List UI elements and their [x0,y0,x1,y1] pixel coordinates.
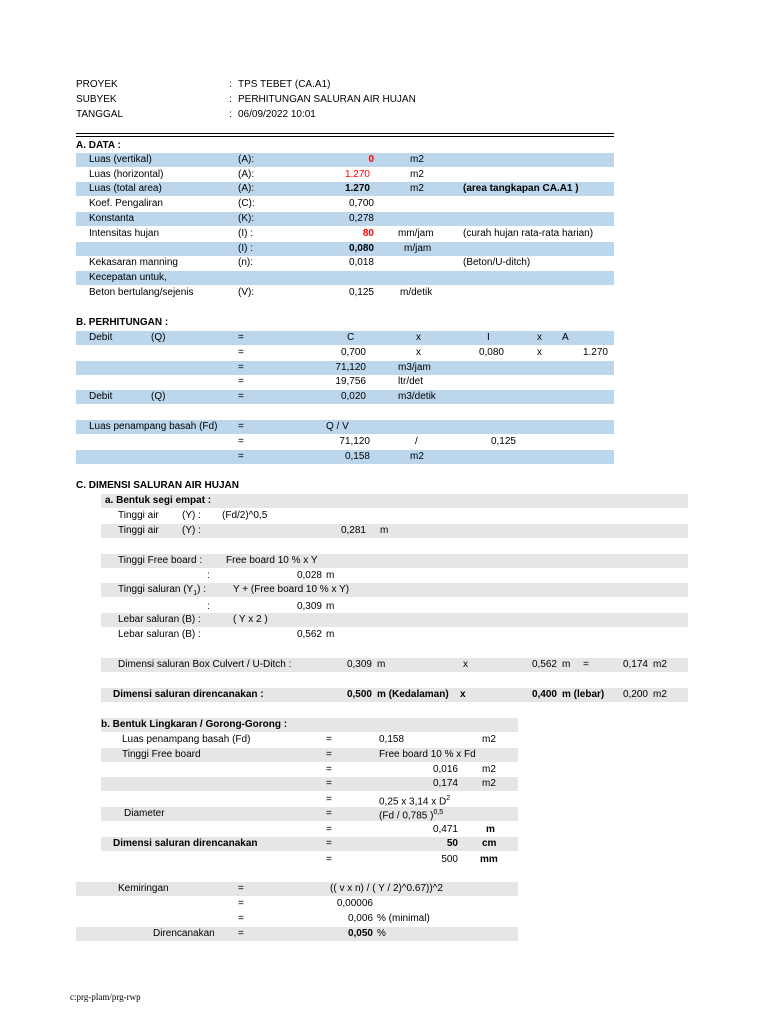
lebar-saluran-value: 0,562 [296,629,322,640]
row-unit: m2 [410,169,424,180]
dimensi-width: 0,400 [531,689,557,700]
slash: / [415,436,418,447]
row-symbol: (n): [238,257,253,268]
section-b-title: B. PERHITUNGAN : [76,317,169,328]
equals: = [238,898,244,909]
value-a: 1.270 [582,347,608,358]
row-symbol: (A): [238,154,255,165]
colon: : [207,570,210,581]
row-label: Luas (horizontal) [89,169,164,180]
row-value: 0,080 [348,243,374,254]
row-note: (curah hujan rata-rata harian) [463,228,594,239]
row-note: (area tangkapan CA.A1 ) [463,183,579,194]
unit: m [486,824,495,835]
box-culvert-label: Dimensi saluran Box Culvert / U-Ditch : [118,659,292,670]
unit: m [380,525,389,536]
colon: : [207,601,210,612]
row-note: (Beton/U-ditch) [463,257,531,268]
row-unit: m/jam [404,243,432,254]
freeboard-label: Tinggi Free board : [118,555,203,566]
lebar-saluran-formula: ( Y x 2 ) [233,614,268,625]
equals: = [326,838,332,849]
freeboard-formula: Free board 10 % x Y [226,555,318,566]
fd-label: Luas penampang basah (Fd) [89,421,218,432]
formula-x: x [537,347,542,358]
colon: : [229,79,232,90]
subyek-label: SUBYEK [76,94,117,105]
fd-value: 71,120 [339,436,370,447]
box-depth-value: 0,309 [346,659,372,670]
tinggi-air-value: 0,281 [340,525,366,536]
y-symbol: (Y) : [182,525,201,536]
area-formula: 0,25 x 3,14 x $D^2$ [379,795,451,808]
q-symbol: (Q) [151,391,166,402]
row-unit: m2 [410,183,424,194]
kemiringan-label: Kemiringan [118,883,169,894]
tinggi-saluran-formula: Y + (Free board 10 % x Y) [233,584,350,595]
result-value: 0,020 [340,391,366,402]
equals: = [326,778,332,789]
equals: = [326,749,332,760]
footer-path: c:prg-plam/prg-rwp [70,992,141,1002]
section-c-title: C. DIMENSI SALURAN AIR HUJAN [76,480,239,491]
row-label: Luas (vertikal) [89,154,152,165]
tinggi-saluran-value: 0,309 [296,601,322,612]
q-symbol: (Q) [151,332,166,343]
row-value: 0,125 [348,287,374,298]
row-value: 0,278 [348,213,374,224]
dimensi-depth-unit: m (Kedalaman) [377,689,449,700]
value-c: 0,700 [340,347,366,358]
fd-formula: Q / V [326,421,349,432]
equals: = [326,794,332,805]
value-i: 0,080 [478,347,504,358]
subyek-value: PERHITUNGAN SALURAN AIR HUJAN [238,94,416,105]
formula-x: x [537,332,542,343]
row-label: Intensitas hujan [89,228,160,239]
row-unit: m2 [410,154,424,165]
proyek-label: PROYEK [76,79,118,90]
kemiringan-minimal-unit: % (minimal) [377,913,430,924]
unit: m2 [482,734,496,745]
row-label: Kekasaran manning [89,257,178,268]
row-label: Koef. Pengaliran [89,198,163,209]
equals: = [583,659,589,670]
row-symbol: (A): [238,169,255,180]
result-unit: m3/detik [398,391,436,402]
row-value: 0,700 [348,198,374,209]
divider [76,136,614,137]
fd-result: 0,158 [344,451,370,462]
result-value: 71,120 [335,362,366,373]
row-symbol: (I) : [238,243,253,254]
dimensi-width-unit: m (lebar) [562,689,605,700]
unit: m [326,570,335,581]
formula-x: x [416,332,421,343]
unit: m [377,659,386,670]
dimensi-area: 0,200 [622,689,648,700]
direncanakan-label: Direncanakan [153,928,215,939]
dimensi-direncanakan-label: Dimensi saluran direncanakan [113,838,258,849]
debit-label: Debit [89,332,113,343]
tinggi-saluran-label: Tinggi saluran $(Y_1)$ : [118,584,207,597]
row-unit: m/detik [400,287,433,298]
tanggal-label: TANGGAL [76,109,124,120]
row-label: Beton bertulang/sejenis [89,287,194,298]
row-label: Konstanta [89,213,135,224]
colon: : [229,109,232,120]
dimensi-direncanakan-label: Dimensi saluran direncanakan : [113,689,264,700]
formula-x: x [416,347,421,358]
unit: m2 [653,689,667,700]
box-area-value: 0,174 [622,659,648,670]
freeboard-value: 0,016 [432,764,458,775]
lebar-saluran-label: Lebar saluran (B) : [118,614,201,625]
equals: = [326,808,332,819]
equals: = [326,854,332,865]
row-symbol: (K): [238,213,255,224]
formula-a: A [562,332,569,343]
freeboard-value: 0,028 [296,570,322,581]
result-value: 19,756 [335,376,366,387]
unit: m2 [653,659,667,670]
unit: mm [480,854,498,865]
times: x [460,689,466,700]
diameter-cm-value: 50 [446,838,458,849]
kemiringan-minimal: 0,006 [347,913,373,924]
unit: m [326,601,335,612]
equals: = [326,764,332,775]
times: x [463,659,468,670]
equals: = [238,347,244,358]
result-unit: m3/jam [398,362,431,373]
fd-unit: m2 [410,451,424,462]
tinggi-air-label: Tinggi air [118,525,159,536]
row-symbol: (A): [238,183,255,194]
row-label: Luas (total area) [89,183,162,194]
equals: = [238,451,244,462]
diameter-formula: (Fd / 0,785 )$^{0,5}$ [379,809,444,822]
unit: m2 [482,764,496,775]
row-unit: mm/jam [398,228,434,239]
lebar-saluran-label: Lebar saluran (B) : [118,629,201,640]
proyek-value: TPS TEBET (CA.A1) [238,79,331,90]
kemiringan-formula: (( v x n) / ( Y / 2)^0.67))^2 [330,883,443,894]
equals: = [326,824,332,835]
equals: = [238,913,244,924]
equals: = [238,421,244,432]
formula-c: C [347,332,355,343]
row-value: 0,018 [348,257,374,268]
unit: m [326,629,335,640]
row-value: 1.270 [344,169,370,180]
equals: = [238,332,244,343]
area-value: 0,174 [432,778,458,789]
formula-i: I [487,332,490,343]
subsection-a-title: a. Bentuk segi empat : [105,495,212,506]
equals: = [238,883,244,894]
y-symbol: (Y) : [182,510,201,521]
equals: = [238,362,244,373]
equals: = [238,928,244,939]
tinggi-air-label: Tinggi air [118,510,159,521]
direncanakan-value: 0,050 [347,928,373,939]
debit-label: Debit [89,391,113,402]
row-symbol: (V): [238,287,255,298]
row-label: Kecepatan untuk, [89,272,167,283]
equals: = [238,376,244,387]
luas-penampang-value: 0,158 [379,734,405,745]
equals: = [238,436,244,447]
row-value: 0 [368,154,374,165]
subsection-b-title: b. Bentuk Lingkaran / Gorong-Gorong : [101,719,288,730]
colon: : [229,94,232,105]
dimensi-depth: 0,500 [346,689,372,700]
equals: = [326,734,332,745]
diameter-label: Diameter [124,808,165,819]
row-symbol: (C): [238,198,255,209]
fd-value: 0,125 [490,436,516,447]
luas-penampang-label: Luas penampang basah (Fd) [122,734,251,745]
row-band [76,927,518,941]
unit: m2 [482,778,496,789]
equals: = [238,391,244,402]
percent: % [377,928,386,939]
diameter-value: 0,471 [432,824,458,835]
tinggi-air-formula: (Fd/2)^0,5 [222,510,268,521]
unit: cm [482,838,497,849]
freeboard-formula: Free board 10 % x Fd [379,749,476,760]
unit: m [562,659,571,670]
divider [76,133,614,134]
kemiringan-value: 0,00006 [336,898,373,909]
tanggal-value: 06/09/2022 10:01 [238,109,316,120]
diameter-mm-value: 500 [441,854,458,865]
box-width-value: 0,562 [531,659,557,670]
section-a-title: A. DATA : [76,140,121,151]
row-value: 1.270 [344,183,370,194]
row-value: 80 [362,228,374,239]
result-unit: ltr/det [398,376,424,387]
freeboard-label: Tinggi Free board [122,749,201,760]
row-symbol: (I) : [238,228,253,239]
